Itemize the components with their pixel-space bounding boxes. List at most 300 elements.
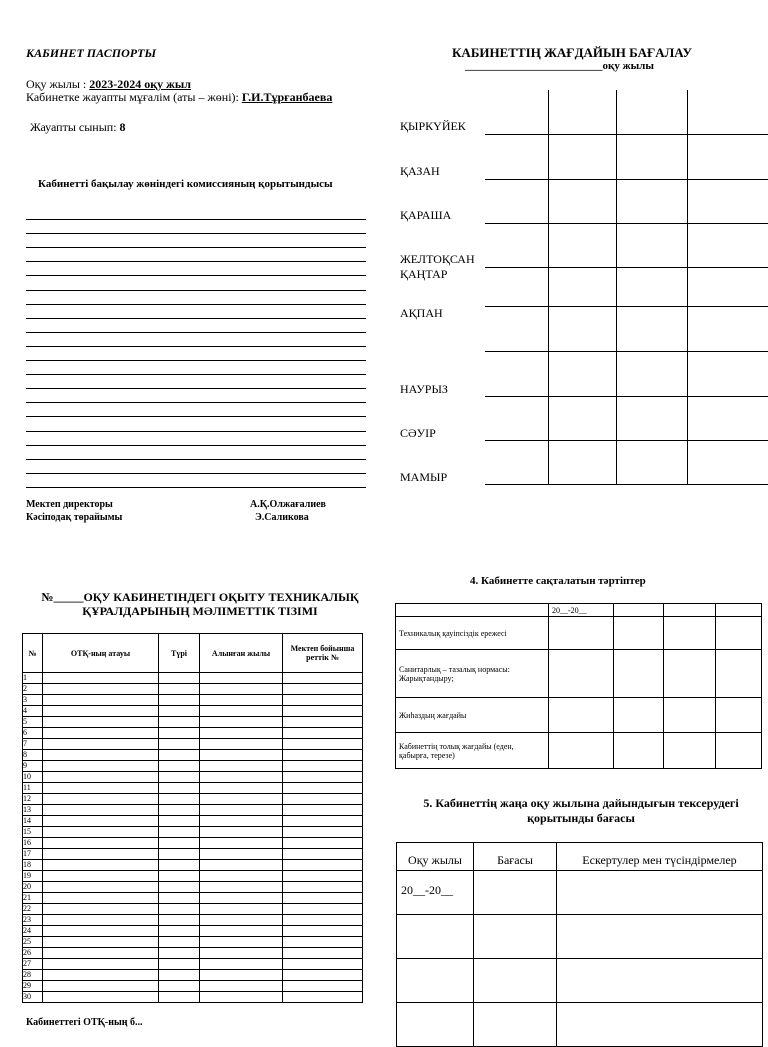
tools-cell: [43, 816, 159, 827]
commission-blank-line: [26, 290, 366, 291]
month-label: МАМЫР: [400, 470, 448, 484]
tools-cell: [283, 981, 363, 992]
tools-row-number: 22: [23, 904, 43, 915]
evaluation-table: [396, 842, 763, 1047]
tools-cell: [200, 893, 283, 904]
tools-row: [23, 937, 363, 948]
tools-row-number: 3: [23, 695, 43, 706]
evaluation-row: [397, 1003, 763, 1047]
tools-cell: [43, 893, 159, 904]
evaluation-cell: [557, 1003, 763, 1047]
assessment-year-blank: _________________________: [465, 60, 603, 72]
evaluation-title: [396, 796, 766, 826]
tools-cell: [283, 706, 363, 717]
union-name: Э.Саликова: [255, 512, 309, 523]
evaluation-cell: [397, 915, 474, 959]
tools-cell: [43, 728, 159, 739]
tools-row-number: 12: [23, 794, 43, 805]
tools-row: [23, 717, 363, 728]
evaluation-cell: [474, 1003, 557, 1047]
rules-row: [396, 650, 762, 698]
tools-cell: [159, 893, 200, 904]
rules-cell: [664, 733, 716, 769]
tools-row-number: 9: [23, 761, 43, 772]
tools-cell: [283, 937, 363, 948]
tools-cell: [200, 761, 283, 772]
tools-cell: [43, 838, 159, 849]
tools-cell: [283, 695, 363, 706]
rules-cell: [716, 698, 762, 733]
tools-cell: [159, 981, 200, 992]
grid-hline: [485, 223, 768, 224]
tools-cell: [159, 959, 200, 970]
tools-cell: [43, 805, 159, 816]
rules-cell: [614, 733, 664, 769]
tools-header-cell: Алынған жылы: [200, 634, 283, 673]
tools-cell: [283, 948, 363, 959]
tools-cell: [159, 937, 200, 948]
commission-blank-line: [26, 487, 366, 488]
tools-row: [23, 739, 363, 750]
tools-cell: [159, 750, 200, 761]
rules-cell: [716, 617, 762, 650]
rules-cell: [614, 650, 664, 698]
evaluation-header-row: [397, 843, 763, 871]
tools-cell: [159, 882, 200, 893]
tools-cell: [200, 970, 283, 981]
tools-row-number: 23: [23, 915, 43, 926]
rules-cell: [396, 604, 549, 617]
tools-row: [23, 838, 363, 849]
assessment-title: КАБИНЕТТІҢ ЖАҒДАЙЫН БАҒАЛАУ: [452, 45, 693, 60]
month-label: ҚЫРКҮЙЕК: [400, 119, 466, 133]
tools-cell: [43, 970, 159, 981]
commission-blank-line: [26, 318, 366, 319]
tools-cell: [200, 981, 283, 992]
class-label: Жауапты сынып:: [30, 120, 120, 134]
commission-title: Кабинетті бақылау жөніндегі комиссияның қорытындысы: [38, 178, 333, 190]
tools-row-number: 6: [23, 728, 43, 739]
tools-row: [23, 772, 363, 783]
tools-cell: [283, 761, 363, 772]
tools-cell: [159, 794, 200, 805]
rules-item: Жиһаздың жағдайы: [396, 698, 549, 733]
rules-item: Санитарлық – тазалық нормасы: Жарықтандыру;: [396, 650, 549, 698]
tools-cell: [159, 970, 200, 981]
tools-cell: [159, 860, 200, 871]
rules-cell: [549, 733, 614, 769]
rules-row: [396, 733, 762, 769]
tools-row: [23, 816, 363, 827]
tools-cell: [43, 761, 159, 772]
tools-cell: [159, 849, 200, 860]
study-year-label: Оқу жылы :: [26, 77, 90, 91]
tools-row-number: 8: [23, 750, 43, 761]
tools-cell: [43, 794, 159, 805]
grid-vline: [548, 90, 549, 485]
tools-cell: [43, 750, 159, 761]
tools-cell: [43, 739, 159, 750]
tools-header-cell: Түрі: [159, 634, 200, 673]
rules-table: [395, 603, 762, 769]
tools-cell: [159, 673, 200, 684]
tools-cell: [283, 684, 363, 695]
tools-cell: [283, 882, 363, 893]
tools-cell: [200, 695, 283, 706]
tools-cell: [159, 827, 200, 838]
grid-hline: [485, 396, 768, 397]
tools-cell: [43, 827, 159, 838]
tools-cell: [200, 750, 283, 761]
tools-row-number: 24: [23, 926, 43, 937]
tools-header-cell: Мектеп бойынша реттік №: [283, 634, 363, 673]
rules-cell: [664, 650, 716, 698]
tools-row-number: 30: [23, 992, 43, 1003]
tools-row-number: 19: [23, 871, 43, 882]
commission-blank-line: [26, 431, 366, 432]
month-label: ҚАРАША: [400, 208, 452, 222]
tools-row-number: 2: [23, 684, 43, 695]
tools-row-number: 13: [23, 805, 43, 816]
tools-row: [23, 860, 363, 871]
tools-cell: [283, 739, 363, 750]
grid-vline: [687, 90, 688, 485]
tools-row: [23, 673, 363, 684]
tools-cell: [283, 871, 363, 882]
tools-cell: [159, 838, 200, 849]
tools-cell: [200, 794, 283, 805]
tools-row-number: 29: [23, 981, 43, 992]
tools-cell: [159, 739, 200, 750]
tools-cell: [200, 838, 283, 849]
tools-cell: [200, 849, 283, 860]
tools-cell: [159, 684, 200, 695]
tools-row-number: 10: [23, 772, 43, 783]
rules-cell: [716, 650, 762, 698]
passport-title: КАБИНЕТ ПАСПОРТЫ: [26, 46, 157, 60]
tools-row-number: 7: [23, 739, 43, 750]
tools-row-number: 20: [23, 882, 43, 893]
tools-cell: [159, 772, 200, 783]
tools-cell: [159, 926, 200, 937]
tools-row: [23, 805, 363, 816]
month-label: НАУРЫЗ: [400, 382, 448, 396]
tools-cell: [283, 926, 363, 937]
tools-cell: [159, 706, 200, 717]
tools-cell: [43, 849, 159, 860]
rules-cell: [716, 604, 762, 617]
grid-hline: [485, 484, 768, 485]
tools-cell: [200, 717, 283, 728]
tools-cell: [43, 772, 159, 783]
tools-body: [23, 673, 363, 1003]
tools-cell: [283, 794, 363, 805]
evaluation-cell: [397, 1003, 474, 1047]
tools-row: [23, 871, 363, 882]
tools-title-line2: ҚҰРАЛДАРЫНЫҢ МӘЛІМЕТТІК ТІЗІМІ: [82, 604, 318, 618]
director-label: Мектеп директоры: [26, 499, 113, 510]
commission-blank-line: [26, 275, 366, 276]
commission-blank-line: [26, 416, 366, 417]
month-label: ЖЕЛТОҚСАН: [400, 252, 475, 266]
tools-cell: [159, 904, 200, 915]
tools-cell: [200, 937, 283, 948]
tools-row-number: 28: [23, 970, 43, 981]
tools-cell: [200, 827, 283, 838]
tools-cell: [283, 673, 363, 684]
commission-blank-line: [26, 233, 366, 234]
month-label: ҚАҢТАР: [400, 267, 448, 281]
grid-hline: [485, 267, 768, 268]
tools-row: [23, 728, 363, 739]
tools-title-line1: ОҚУ КАБИНЕТІНДЕГІ ОҚЫТУ ТЕХНИКАЛЫҚ: [83, 590, 359, 604]
tools-cell: [283, 750, 363, 761]
rules-item: Кабинеттің толық жағдайы (еден, қабырға, терезе): [396, 733, 549, 769]
tools-cell: [283, 816, 363, 827]
union-label: Кәсіподақ төрайымы: [26, 512, 123, 523]
commission-blank-line: [26, 459, 366, 460]
rules-cell: [716, 733, 762, 769]
tools-row-number: 25: [23, 937, 43, 948]
tools-row: [23, 783, 363, 794]
grid-hline: [485, 440, 768, 441]
evaluation-row: [397, 959, 763, 1003]
tools-cell: [159, 783, 200, 794]
tools-cell: [200, 904, 283, 915]
tools-cell: [43, 948, 159, 959]
tools-cell: [200, 783, 283, 794]
study-year-value: 2023-2024 оқу жыл: [89, 77, 191, 91]
tools-cell: [159, 948, 200, 959]
tools-cell: [200, 772, 283, 783]
tools-header-cell: №: [23, 634, 43, 673]
tools-row-number: 18: [23, 860, 43, 871]
tools-cell: [159, 871, 200, 882]
evaluation-cell: [557, 959, 763, 1003]
evaluation-row: [397, 871, 763, 915]
tools-row: [23, 827, 363, 838]
rules-row: [396, 617, 762, 650]
grid-hline: [485, 179, 768, 180]
tools-row-number: 5: [23, 717, 43, 728]
tools-row-number: 26: [23, 948, 43, 959]
tools-cell: [43, 882, 159, 893]
tools-cell: [43, 915, 159, 926]
tools-cell: [159, 695, 200, 706]
tools-header-cell: ОТҚ-ның атауы: [43, 634, 159, 673]
class-row: [30, 120, 126, 135]
tools-cell: [283, 728, 363, 739]
commission-blank-line: [26, 332, 366, 333]
grid-hline: [485, 134, 768, 135]
tools-cell: [283, 992, 363, 1003]
grid-hline: [485, 351, 768, 352]
tools-header-row: [23, 634, 363, 673]
month-label: СӘУІР: [400, 426, 436, 440]
tools-row: [23, 684, 363, 695]
tools-cell: [200, 728, 283, 739]
tools-row: [23, 794, 363, 805]
commission-blank-line: [26, 219, 366, 220]
commission-blank-line: [26, 304, 366, 305]
tools-cell: [283, 827, 363, 838]
director-name: А.Қ.Олжағалиев: [250, 499, 326, 510]
tools-row-number: 1: [23, 673, 43, 684]
tools-footer: Кабинеттегі ОТҚ-ның б...: [26, 1017, 143, 1028]
tools-cell: [43, 937, 159, 948]
tools-row: [23, 706, 363, 717]
rules-cell: [549, 698, 614, 733]
tools-cell: [43, 959, 159, 970]
evaluation-header-cell: Бағасы: [474, 843, 557, 871]
tools-cell: [200, 673, 283, 684]
tools-table: [22, 633, 363, 1003]
commission-blank-line: [26, 360, 366, 361]
tools-cell: [200, 882, 283, 893]
commission-blank-line: [26, 402, 366, 403]
tools-row-number: 4: [23, 706, 43, 717]
tools-cell: [43, 871, 159, 882]
rules-row: [396, 698, 762, 733]
tools-cell: [283, 717, 363, 728]
tools-cell: [283, 915, 363, 926]
commission-blank-line: [26, 346, 366, 347]
tools-row: [23, 959, 363, 970]
commission-blank-line: [26, 473, 366, 474]
tools-cell: [283, 849, 363, 860]
tools-row-number: 14: [23, 816, 43, 827]
rules-cell: [614, 604, 664, 617]
tools-row: [23, 926, 363, 937]
tools-row: [23, 849, 363, 860]
tools-cell: [283, 893, 363, 904]
evaluation-title-line2: қорытынды бағасы: [527, 811, 635, 825]
tools-cell: [200, 684, 283, 695]
evaluation-cell: [557, 915, 763, 959]
tools-cell: [43, 717, 159, 728]
tools-row: [23, 981, 363, 992]
evaluation-header-cell: Ескертулер мен түсіндірмелер: [557, 843, 763, 871]
tools-row: [23, 904, 363, 915]
tools-cell: [200, 860, 283, 871]
tools-cell: [283, 772, 363, 783]
tools-cell: [159, 992, 200, 1003]
tools-row: [23, 970, 363, 981]
tools-cell: [43, 981, 159, 992]
tools-row-number: 27: [23, 959, 43, 970]
grid-vline: [616, 90, 617, 485]
tools-cell: [283, 860, 363, 871]
tools-cell: [43, 860, 159, 871]
evaluation-cell: [397, 959, 474, 1003]
grid-hline: [485, 306, 768, 307]
tools-row: [23, 761, 363, 772]
tools-cell: [200, 871, 283, 882]
teacher-label: Кабинетке жауапты мұғалім (аты – жөні):: [26, 90, 242, 104]
rules-cell: [664, 617, 716, 650]
tools-cell: [200, 739, 283, 750]
tools-cell: [43, 706, 159, 717]
tools-cell: [159, 805, 200, 816]
tools-row: [23, 948, 363, 959]
tools-cell: [43, 783, 159, 794]
tools-cell: [283, 904, 363, 915]
tools-cell: [43, 673, 159, 684]
rules-cell: [614, 617, 664, 650]
commission-blank-line: [26, 261, 366, 262]
assessment-year-label: оқу жылы: [602, 60, 654, 72]
teacher-row: [26, 90, 332, 105]
tools-row: [23, 882, 363, 893]
tools-cell: [43, 684, 159, 695]
tools-title: [30, 590, 370, 618]
evaluation-row: [397, 915, 763, 959]
tools-cell: [43, 695, 159, 706]
tools-cell: [200, 706, 283, 717]
month-label: ҚАЗАН: [400, 164, 440, 178]
tools-row-number: 17: [23, 849, 43, 860]
rules-cell: [549, 650, 614, 698]
evaluation-title-line1: 5. Кабинеттің жаңа оқу жылына дайындығын тексерудегі: [423, 796, 739, 810]
tools-row: [23, 893, 363, 904]
tools-cell: [283, 970, 363, 981]
evaluation-cell: [557, 871, 763, 915]
commission-blank-line: [26, 247, 366, 248]
tools-cell: [200, 926, 283, 937]
rules-header-row: [396, 604, 762, 617]
tools-cell: [159, 816, 200, 827]
evaluation-header-cell: Оқу жылы: [397, 843, 474, 871]
tools-cell: [159, 761, 200, 772]
tools-row: [23, 695, 363, 706]
teacher-value: Г.И.Тұрғанбаева: [241, 90, 333, 104]
tools-row-number: 16: [23, 838, 43, 849]
tools-row: [23, 750, 363, 761]
tools-cell: [200, 959, 283, 970]
tools-cell: [283, 805, 363, 816]
tools-cell: [159, 728, 200, 739]
tools-cell: [43, 992, 159, 1003]
rules-cell: [664, 698, 716, 733]
evaluation-cell: [474, 871, 557, 915]
evaluation-cell: [474, 915, 557, 959]
tools-row: [23, 915, 363, 926]
rules-cell: [614, 698, 664, 733]
assessment-subtitle: [465, 60, 654, 72]
rules-year-header: 20__-20__: [549, 604, 614, 617]
class-value: 8: [119, 120, 126, 134]
rules-cell: [549, 617, 614, 650]
tools-cell: [43, 926, 159, 937]
tools-cell: [283, 959, 363, 970]
tools-row-number: 15: [23, 827, 43, 838]
tools-row: [23, 992, 363, 1003]
tools-cell: [200, 915, 283, 926]
commission-blank-line: [26, 445, 366, 446]
rules-title: 4. Кабинетте сақталатын тәртіптер: [470, 575, 646, 587]
tools-cell: [159, 915, 200, 926]
tools-cell: [200, 992, 283, 1003]
tools-cell: [200, 948, 283, 959]
tools-cell: [200, 816, 283, 827]
tools-cell: [200, 805, 283, 816]
month-label: АҚПАН: [400, 306, 443, 320]
tools-cell: [159, 717, 200, 728]
commission-blank-line: [26, 374, 366, 375]
tools-title-prefix: №_____: [41, 590, 84, 604]
tools-row-number: 11: [23, 783, 43, 794]
tools-cell: [43, 904, 159, 915]
